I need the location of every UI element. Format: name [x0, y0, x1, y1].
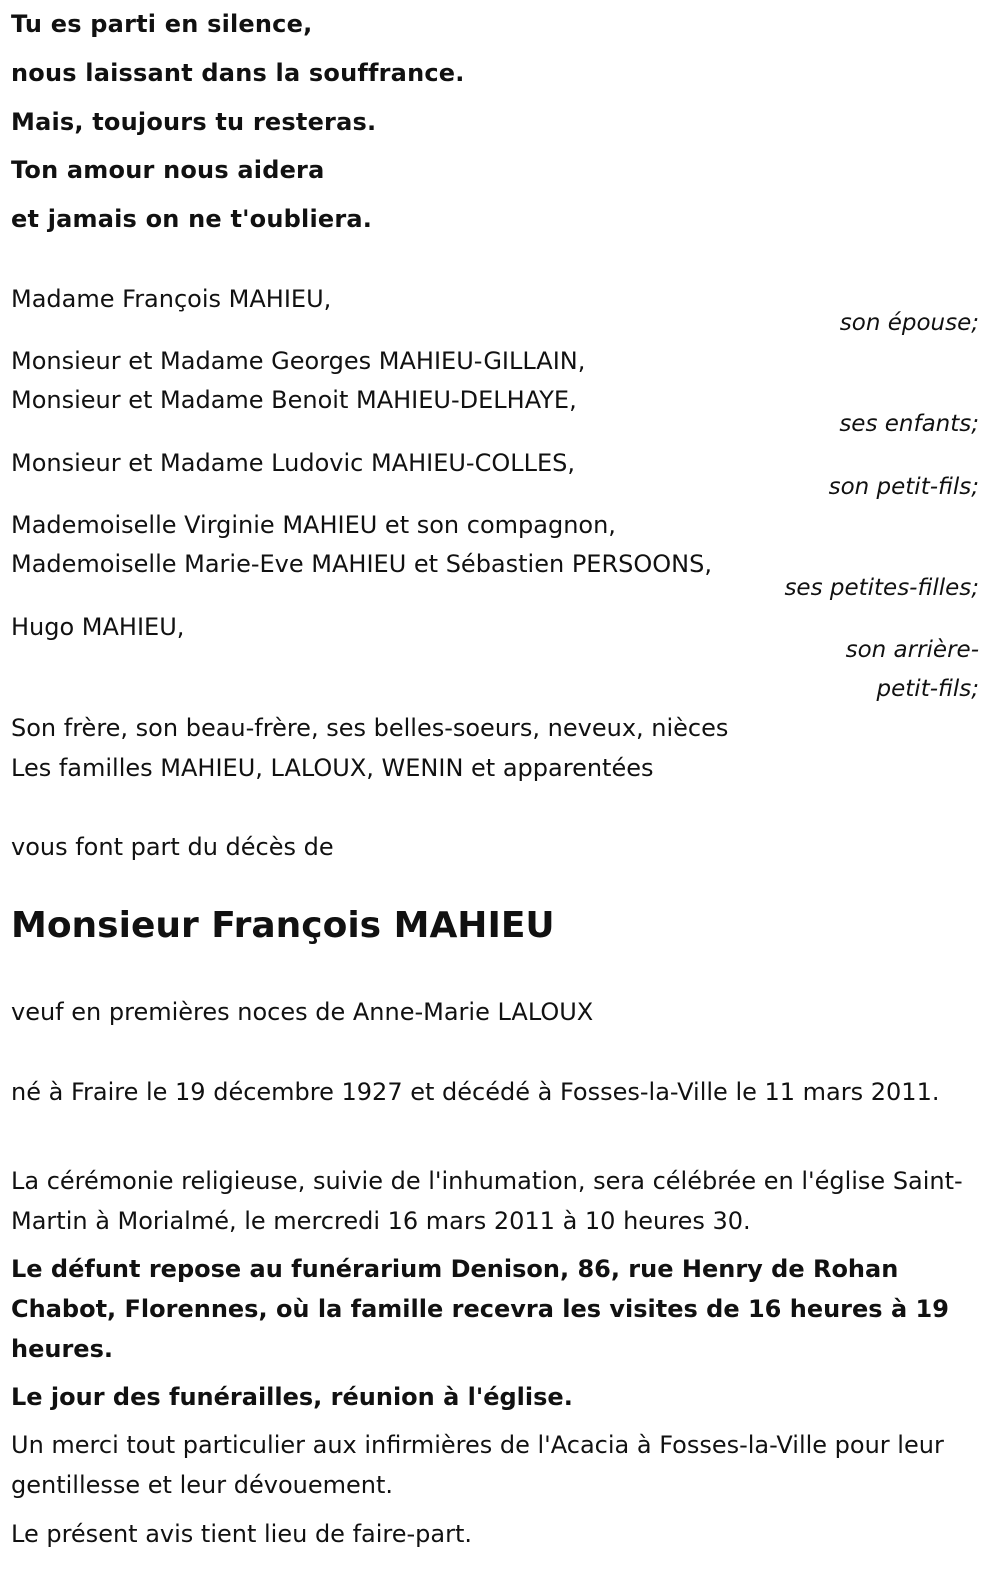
great-grandson-relation-1: son arrière-	[845, 637, 979, 663]
poem-line-3: Mais, toujours tu resteras.	[11, 108, 377, 136]
thanks-paragraph: Un merci tout particulier aux infirmières de l'Acacia à Fosses-la-Ville pour leur gentillesse et leur dévouement.	[11, 1431, 944, 1499]
others-line-2: Les familles MAHIEU, LALOUX, WENIN et apparentées	[11, 754, 654, 782]
poem-line-4: Ton amour nous aidera	[11, 156, 325, 184]
notice-paragraph: Le présent avis tient lieu de faire-part.	[11, 1520, 473, 1548]
spouse-relation: son épouse;	[839, 310, 979, 336]
announcement: vous font part du décès de	[11, 833, 334, 861]
granddaughters-relation: ses petites-filles;	[784, 575, 979, 601]
granddaughter-line-1: Mademoiselle Virginie MAHIEU et son compagnon,	[11, 511, 616, 539]
great-grandson-relation-2: petit-fils;	[876, 676, 979, 702]
children-line-1: Monsieur et Madame Georges MAHIEU-GILLAIN,	[11, 347, 586, 375]
granddaughter-line-2: Mademoiselle Marie-Eve MAHIEU et Sébastien PERSOONS,	[11, 550, 712, 578]
others-line-1: Son frère, son beau-frère, ses belles-soeurs, neveux, nièces	[11, 714, 729, 742]
grandson-relation: son petit-fils;	[828, 474, 979, 500]
grandson-name: Monsieur et Madame Ludovic MAHIEU-COLLES,	[11, 449, 576, 477]
widower-line: veuf en premières noces de Anne-Marie LALOUX	[11, 998, 594, 1026]
children-relation: ses enfants;	[839, 411, 979, 437]
birth-death-paragraph: né à Fraire le 19 décembre 1927 et décédé à Fosses-la-Ville le 11 mars 2011.	[11, 1078, 940, 1106]
meeting-paragraph: Le jour des funérailles, réunion à l'église.	[11, 1383, 573, 1411]
great-grandson-name: Hugo MAHIEU,	[11, 613, 185, 641]
deceased-name: Monsieur François MAHIEU	[11, 905, 555, 946]
ceremony-paragraph: La cérémonie religieuse, suivie de l'inhumation, sera célébrée en l'église Saint-Martin à Morialmé, le mercredi 16 mars 2011 à 10 heures 30.	[11, 1167, 963, 1235]
funerarium-paragraph: Le défunt repose au funérarium Denison, 86, rue Henry de Rohan Chabot, Florennes, où la famille recevra les visites de 16 heures à 19 heures.	[11, 1255, 949, 1363]
poem-line-2: nous laissant dans la souffrance.	[11, 59, 465, 87]
poem-line-5: et jamais on ne t'oubliera.	[11, 205, 373, 233]
children-line-2: Monsieur et Madame Benoit MAHIEU-DELHAYE,	[11, 386, 577, 414]
spouse-name: Madame François MAHIEU,	[11, 285, 332, 313]
poem-line-1: Tu es parti en silence,	[11, 10, 313, 38]
